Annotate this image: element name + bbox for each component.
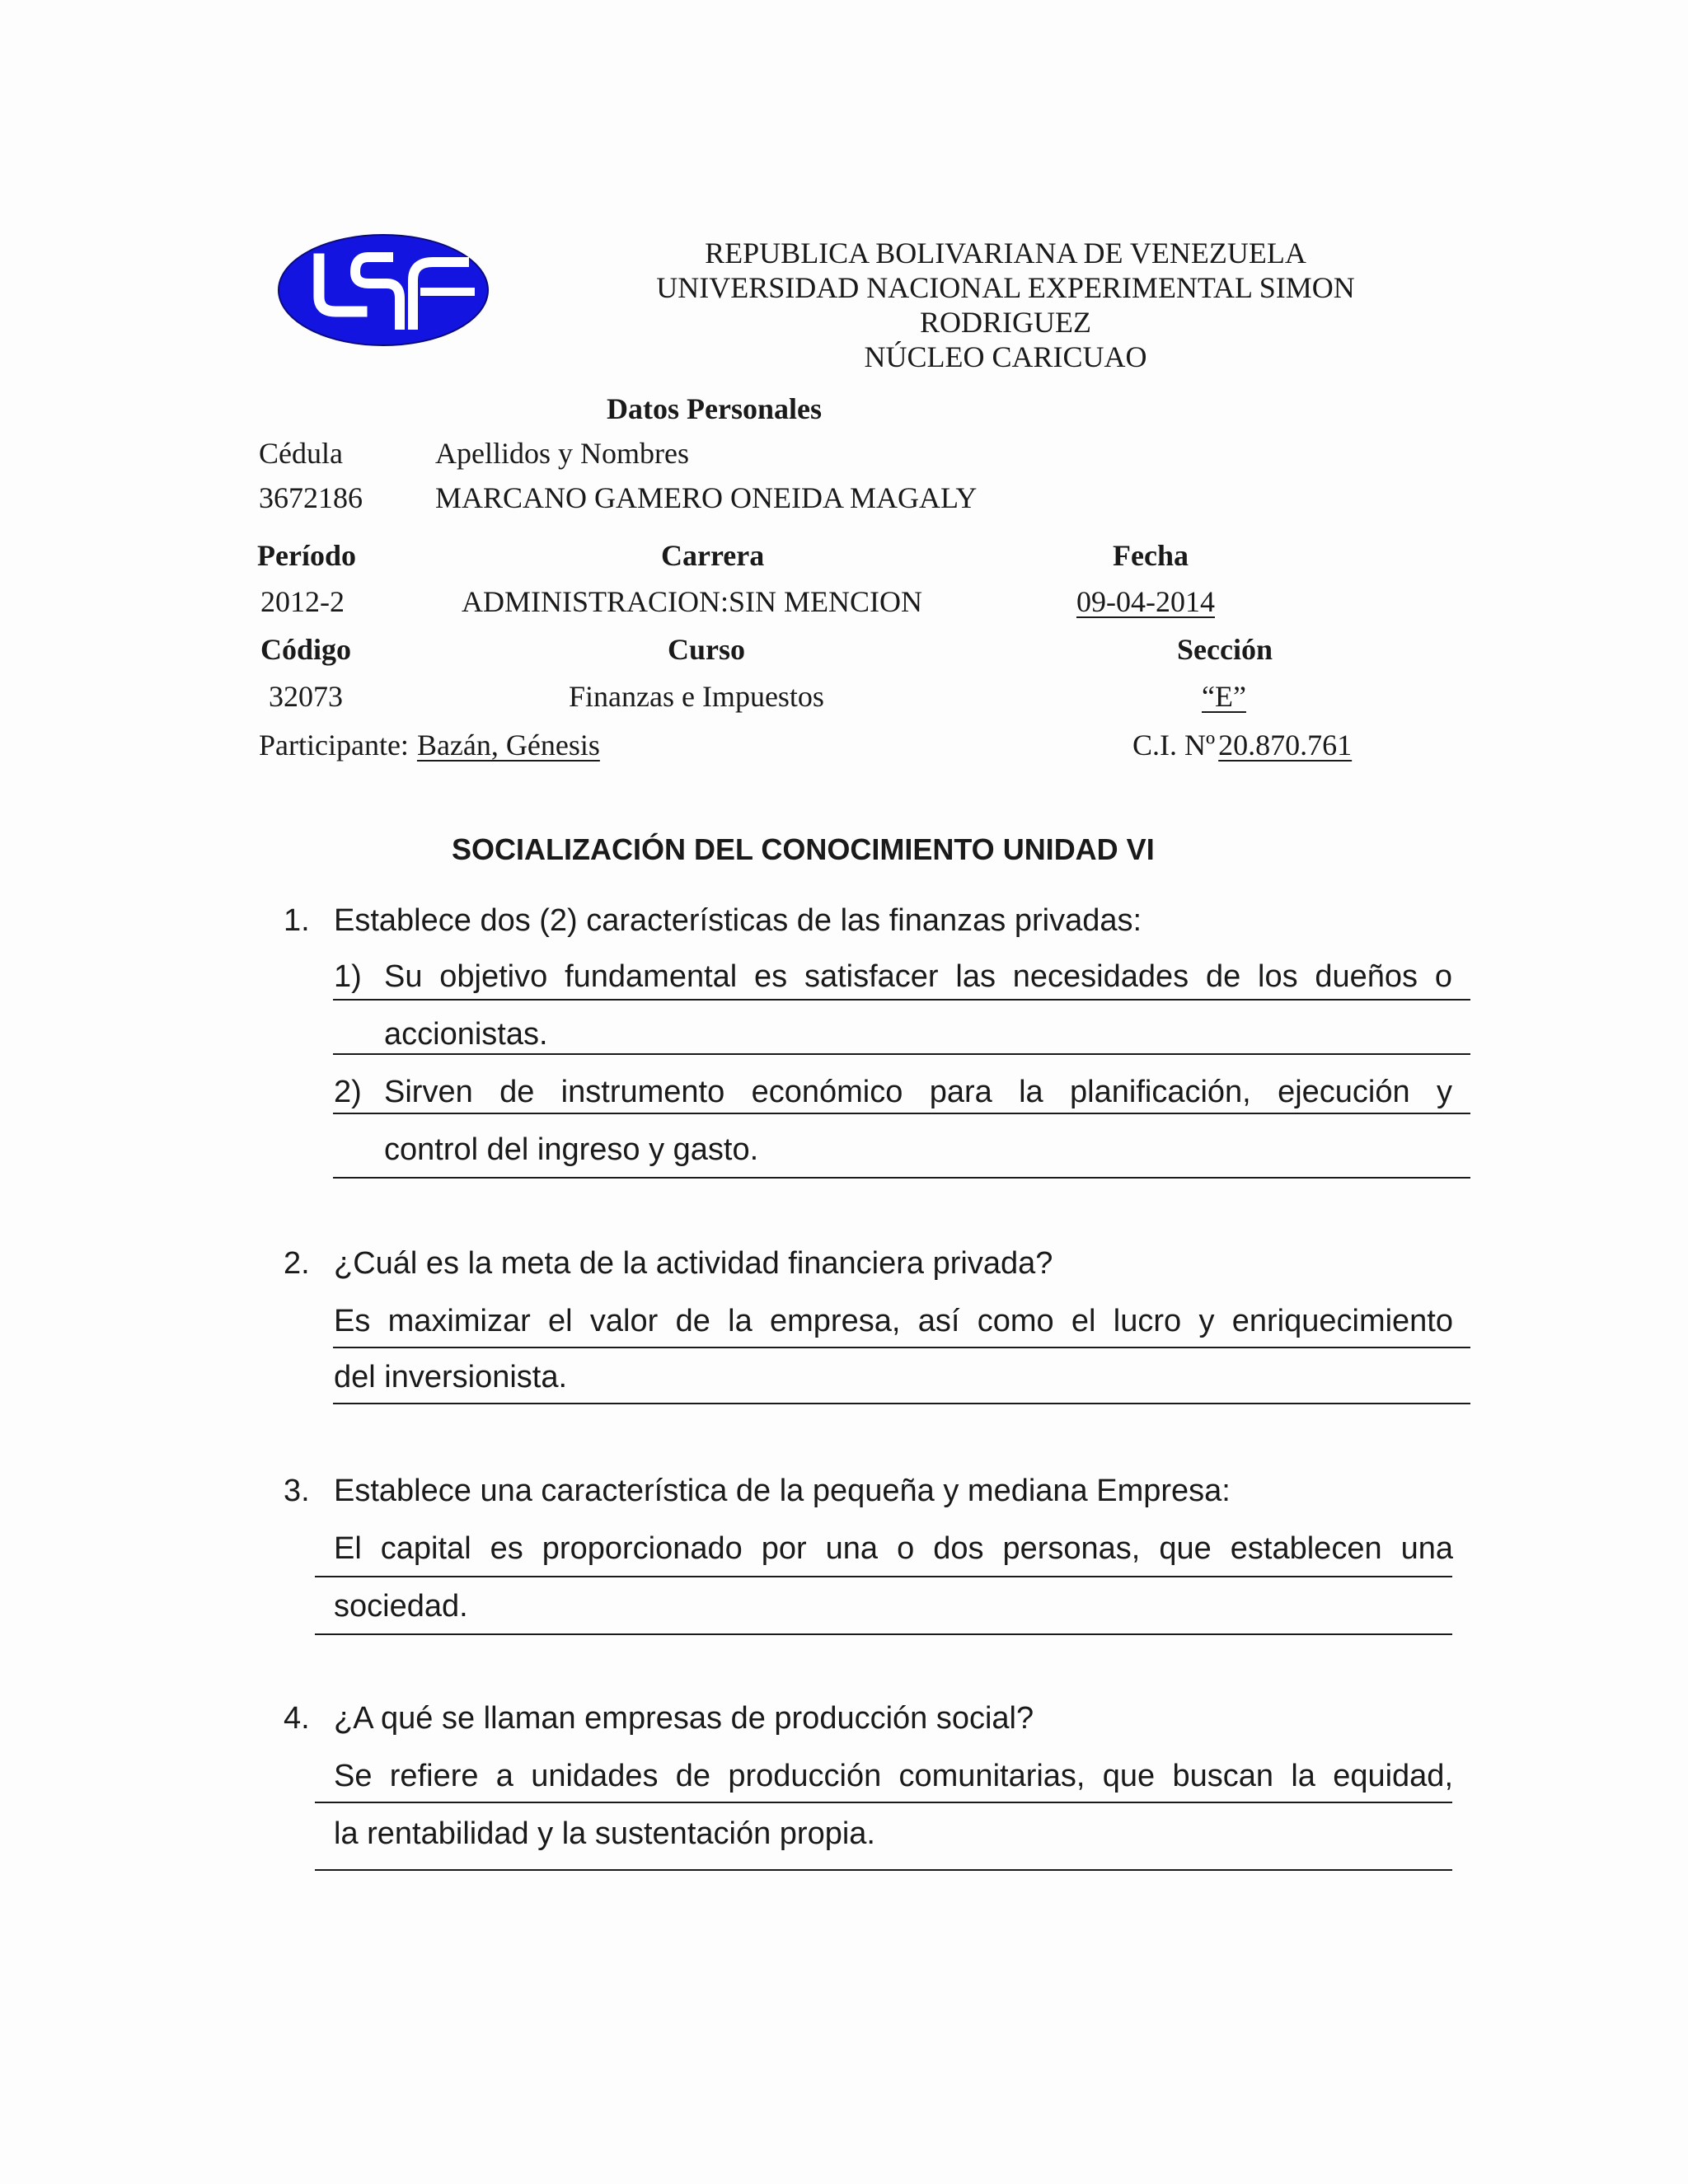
header-line-1: REPUBLICA BOLIVARIANA DE VENEZUELA [705, 237, 1306, 269]
university-logo [276, 232, 490, 348]
q1-answer1-number: 1) [334, 959, 362, 994]
names-value: MARCANO GAMERO ONEIDA MAGALY [435, 481, 978, 514]
institution-header [610, 236, 1401, 374]
q1-rule-4 [333, 1177, 1470, 1179]
q1-answer1-line2: accionistas. [384, 1017, 548, 1052]
section-label: Sección [1177, 633, 1273, 666]
section-title-personal-data: Datos Personales [607, 392, 822, 425]
ci-label: C.I. Nº [1132, 729, 1216, 762]
career-value: ADMINISTRACION:SIN MENCION [462, 585, 923, 618]
q4-answer-line1: Se refiere a unidades de producción comunitarias, que buscan la equidad, [334, 1759, 1453, 1793]
q2-number: 2. [284, 1246, 310, 1281]
q1-rule-1 [333, 999, 1470, 1001]
q3-rule-1 [315, 1576, 1452, 1577]
q4-answer-line2: la rentabilidad y la sustentación propia. [334, 1816, 875, 1851]
q1-answer2-line1: Sirven de instrumento económico para la planificación, ejecución y [384, 1075, 1452, 1109]
header-line-3: RODRIGUEZ [920, 306, 1091, 339]
q2-answer-line2: del inversionista. [334, 1360, 568, 1394]
header-line-2: UNIVERSIDAD NACIONAL EXPERIMENTAL SIMON [656, 271, 1355, 304]
q1-rule-3 [333, 1113, 1470, 1114]
q4-question: ¿A qué se llaman empresas de producción social? [334, 1701, 1034, 1736]
q2-rule-2 [333, 1403, 1470, 1404]
q1-rule-2 [333, 1053, 1470, 1055]
q1-answer2-number: 2) [334, 1075, 362, 1109]
course-value: Finanzas e Impuestos [569, 680, 824, 713]
q3-number: 3. [284, 1474, 310, 1508]
names-label: Apellidos y Nombres [435, 437, 689, 470]
q4-rule-1 [315, 1802, 1452, 1803]
document-title: SOCIALIZACIÓN DEL CONOCIMIENTO UNIDAD VI [452, 832, 1155, 866]
q2-question: ¿Cuál es la meta de la actividad financiera privada? [334, 1246, 1053, 1281]
q1-answer1-line1: Su objetivo fundamental es satisfacer las necesidades de los dueños o [384, 959, 1452, 994]
participant-label: Participante: [259, 729, 409, 762]
q2-rule-1 [333, 1347, 1470, 1348]
q1-question: Establece dos (2) características de las finanzas privadas: [334, 903, 1142, 938]
career-label: Carrera [661, 539, 765, 572]
q1-answer2-line2: control del ingreso y gasto. [384, 1132, 759, 1167]
q3-answer-line2: sociedad. [334, 1589, 468, 1624]
participant-value: Bazán, Génesis [416, 729, 600, 762]
q3-rule-2 [315, 1633, 1452, 1635]
q4-rule-2 [315, 1869, 1452, 1871]
header-line-4: NÚCLEO CARICUAO [864, 340, 1147, 373]
code-label: Código [260, 633, 352, 666]
q3-question: Establece una característica de la pequeña y mediana Empresa: [334, 1474, 1231, 1508]
ci-value: 20.870.761 [1218, 729, 1353, 762]
code-value: 32073 [269, 680, 343, 713]
q2-answer-line1: Es maximizar el valor de la empresa, así como el lucro y enriquecimiento [334, 1304, 1453, 1338]
cedula-label: Cédula [259, 437, 343, 470]
period-value: 2012-2 [260, 585, 345, 618]
section-value [1193, 682, 1264, 711]
course-label: Curso [668, 633, 746, 666]
q3-answer-line1: El capital es proporcionado por una o dos personas, que establecen una [334, 1531, 1453, 1566]
q4-number: 4. [284, 1701, 310, 1736]
q1-number: 1. [284, 903, 310, 938]
period-label: Período [257, 539, 356, 572]
date-value: 09-04-2014 [1076, 585, 1215, 618]
ci-row [1132, 730, 1372, 760]
date-label: Fecha [1113, 539, 1189, 572]
cedula-value: 3672186 [259, 481, 363, 514]
participant-row [259, 730, 625, 760]
section-value-text: “E” [1202, 680, 1246, 713]
